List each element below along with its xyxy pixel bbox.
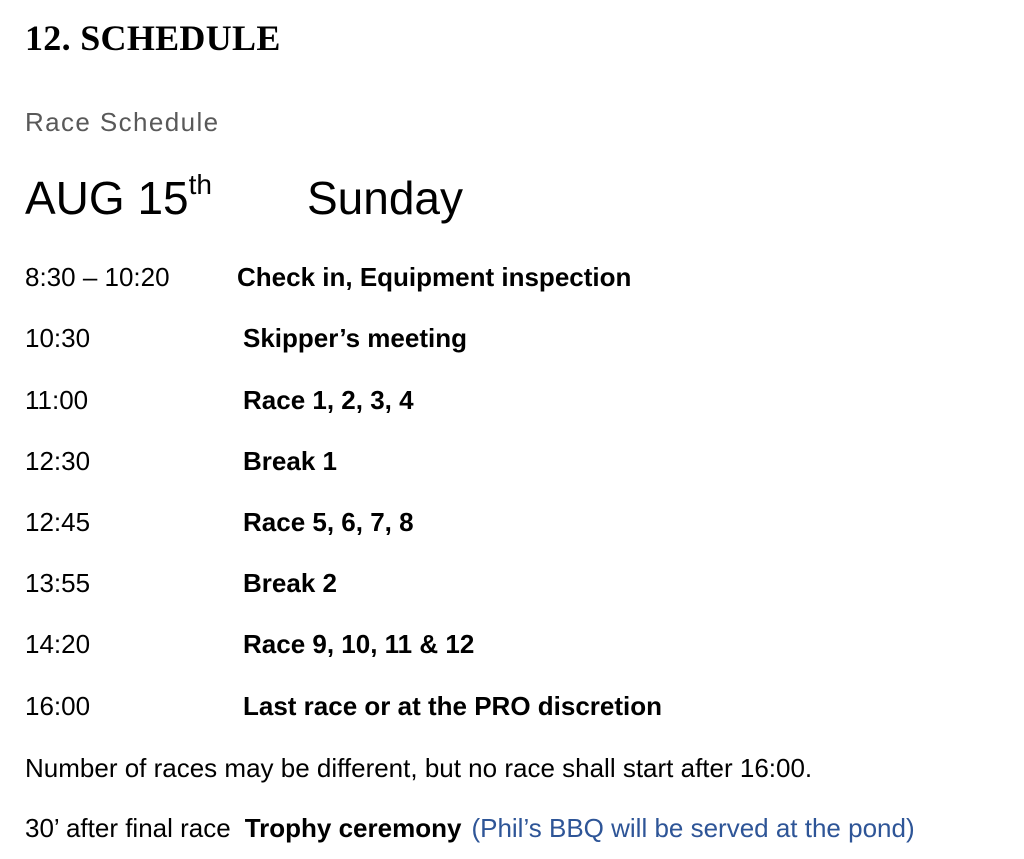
schedule-event: Race 1, 2, 3, 4: [243, 385, 414, 415]
schedule-time: 11:00: [25, 385, 89, 415]
schedule-row: [0, 566, 1024, 600]
bbq-remark: (Phil’s BBQ will be served at the pond): [471, 813, 915, 843]
final-row: [25, 811, 915, 845]
schedule-time: 8:30 – 10:20: [25, 262, 170, 292]
date-weekday: Sunday: [307, 172, 464, 224]
final-time: 30’ after final race: [25, 813, 231, 843]
schedule-row: [0, 627, 1024, 661]
date-month-day: AUG 15: [25, 172, 189, 224]
schedule-time: 12:30: [25, 446, 91, 476]
schedule-time: 16:00: [25, 691, 91, 721]
schedule-event: Break 2: [243, 568, 337, 598]
schedule-row: [0, 444, 1024, 478]
schedule-event: Skipper’s meeting: [243, 323, 467, 353]
schedule-event: Check in, Equipment inspection: [237, 262, 632, 292]
schedule-time: 12:45: [25, 507, 91, 537]
trophy-ceremony: Trophy ceremony: [244, 813, 462, 843]
schedule-event: Break 1: [243, 446, 337, 476]
schedule-row: [0, 260, 1024, 294]
schedule-event: Last race or at the PRO discretion: [243, 691, 663, 721]
schedule-row: [0, 383, 1024, 417]
schedule-time: 13:55: [25, 568, 91, 598]
schedule-row: [0, 321, 1024, 355]
schedule-note: Number of races may be different, but no race shall start after 16:00.: [25, 753, 813, 783]
date-suffix: th: [188, 168, 212, 200]
schedule-event: Race 5, 6, 7, 8: [243, 507, 414, 537]
schedule-event: Race 9, 10, 11 & 12: [243, 629, 475, 659]
schedule-time: 10:30: [25, 323, 91, 353]
schedule-row: [0, 505, 1024, 539]
schedule-time: 14:20: [25, 629, 91, 659]
section-heading: 12. SCHEDULE: [25, 18, 281, 58]
date-line: [25, 168, 464, 228]
schedule-row: [0, 689, 1024, 723]
schedule-subtitle: Race Schedule: [25, 107, 220, 137]
